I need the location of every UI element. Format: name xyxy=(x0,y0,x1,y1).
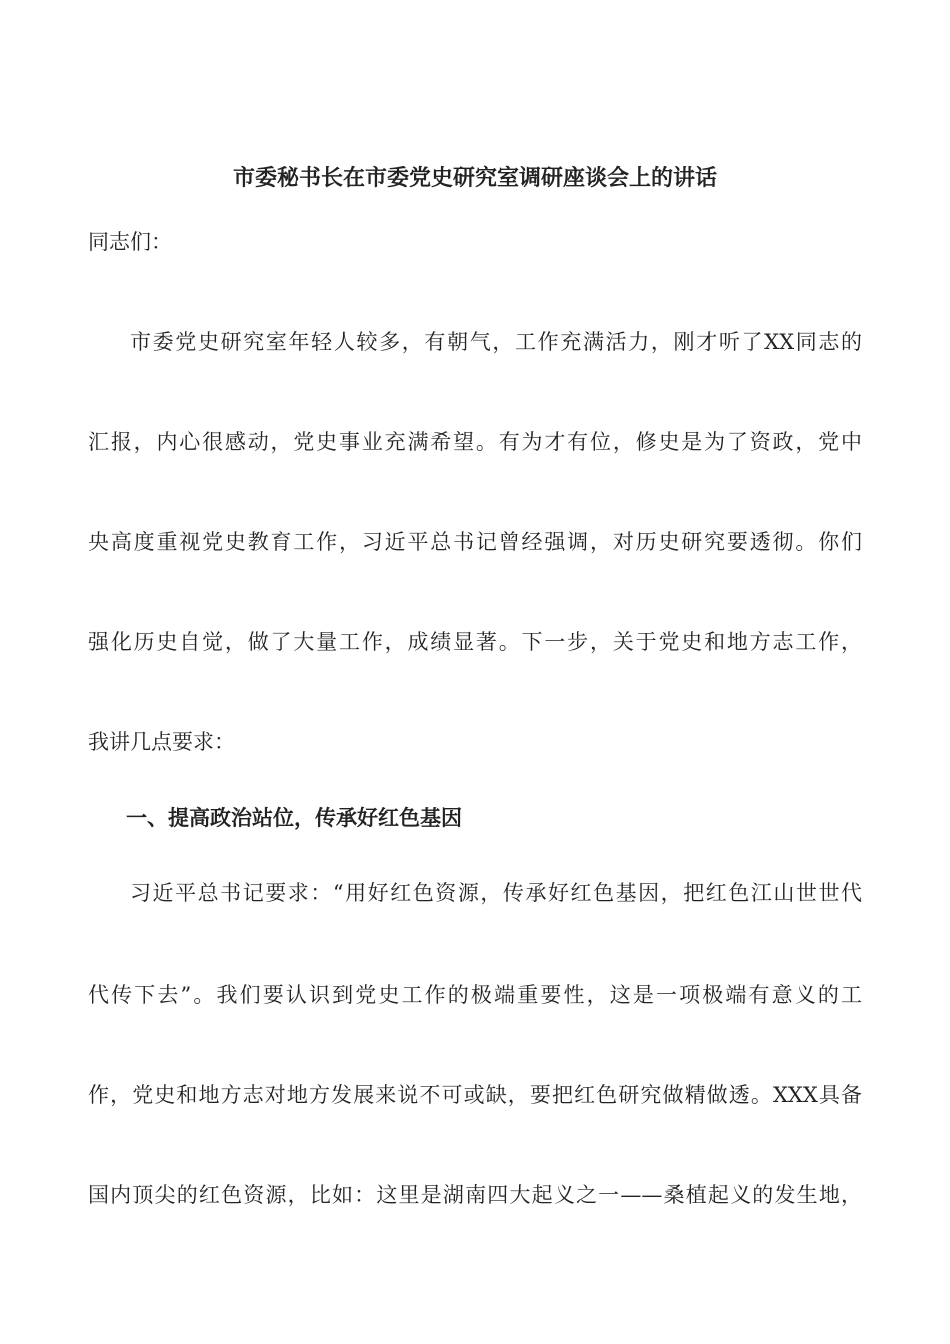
paragraph-line: 央高度重视党史教育工作，习近平总书记曾经强调，对历史研究要透彻。你们 xyxy=(88,530,862,554)
paragraph-line: 我讲几点要求： xyxy=(88,730,235,754)
section-heading: 一、提高政治站位，传承好红色基因 xyxy=(126,805,462,830)
paragraph-line: 习近平总书记要求：“用好红色资源，传承好红色基因，把红色江山世世代 xyxy=(130,881,862,905)
paragraph-line: 市委党史研究室年轻人较多，有朝气，工作充满活力，刚才听了XX同志的 xyxy=(130,330,862,354)
salutation: 同志们： xyxy=(88,230,172,254)
paragraph-line: 代传下去”。我们要认识到党史工作的极端重要性，这是一项极端有意义的工 xyxy=(88,983,862,1007)
paragraph-line: 国内顶尖的红色资源，比如：这里是湖南四大起义之一——桑植起义的发生地， xyxy=(88,1183,862,1207)
paragraph-line: 作，党史和地方志对地方发展来说不可或缺，要把红色研究做精做透。XXX具备 xyxy=(88,1083,862,1107)
paragraph-line: 汇报，内心很感动，党史事业充满希望。有为才有位，修史是为了资政，党中 xyxy=(88,430,862,454)
document-title: 市委秘书长在市委党史研究室调研座谈会上的讲话 xyxy=(232,165,717,191)
paragraph-line: 强化历史自觉，做了大量工作，成绩显著。下一步，关于党史和地方志工作， xyxy=(88,630,862,654)
